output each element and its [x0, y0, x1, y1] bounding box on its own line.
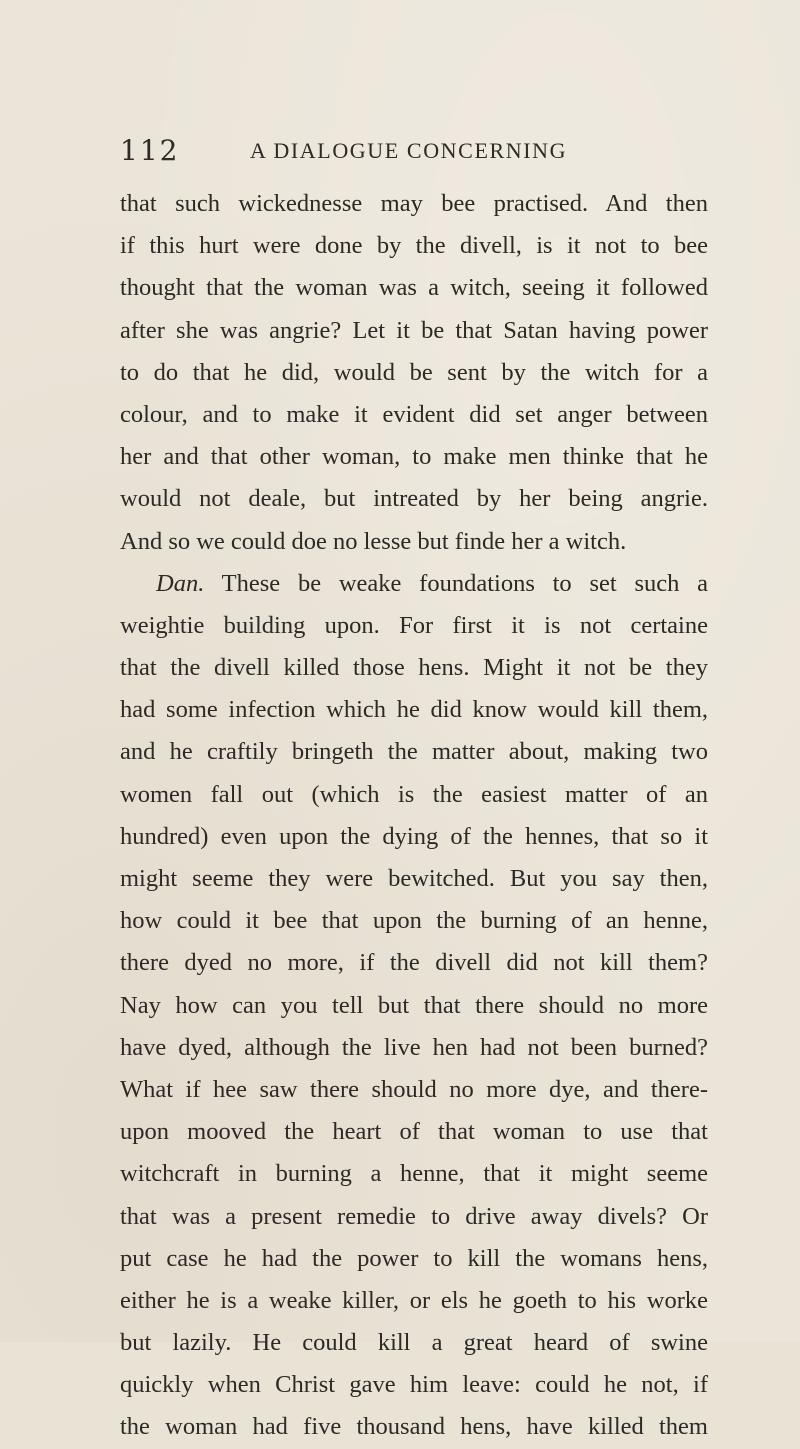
- page-header: [0, 134, 800, 174]
- running-head: A DIALOGUE CONCERNING: [250, 138, 568, 163]
- text-line: that the divell killed those hens. Might it not be they: [120, 654, 708, 682]
- text-line: might seeme they were bewitched. But you say then,: [120, 865, 708, 892]
- text-line: after she was angrie? Let it be that Satan having power: [120, 316, 708, 344]
- text-line: would not deale, but intreated by her being angrie.: [120, 485, 708, 513]
- text-line: women fall out (which is the easiest matter of an: [120, 780, 708, 808]
- text-line: have dyed, although the live hen had not been burned?: [120, 1033, 708, 1061]
- text-line: and he craftily bringeth the matter about, making two: [120, 738, 708, 766]
- text-line: thought that the woman was a witch, seeing it followed: [120, 274, 708, 302]
- text-line: had some infection which he did know would kill them,: [120, 696, 708, 724]
- text-line: hundred) even upon the dying of the hennes, that so it: [120, 822, 708, 850]
- text-line: witchcraft in burning a henne, that it might seeme: [120, 1160, 708, 1188]
- text-line: What if hee saw there should no more dye, and there-: [120, 1075, 708, 1103]
- text-line: the woman had five thousand hens, have killed them: [120, 1413, 708, 1441]
- speaker-label: Dan.: [156, 569, 205, 597]
- text-fragment: These be weake foundations to set such a: [221, 569, 708, 597]
- text-line: colour, and to make it evident did set anger between: [120, 400, 708, 428]
- text-line: if this hurt were done by the divell, is it not to bee: [120, 232, 708, 260]
- text-line: but lazily. He could kill a great heard of swine: [120, 1329, 708, 1357]
- speaker-line: [120, 563, 708, 605]
- text-line: put case he had the power to kill the womans hens,: [120, 1244, 708, 1272]
- text-line: that was a present remedie to drive away divels? Or: [120, 1202, 708, 1230]
- text-line: to do that he did, would be sent by the witch for a: [120, 358, 708, 386]
- body-text: [120, 183, 708, 1449]
- text-line: how could it bee that upon the burning of an henne,: [120, 907, 708, 935]
- text-line: And so we could doe no lesse but finde her a witch.: [120, 527, 627, 555]
- text-line: that such wickednesse may bee practised. And then: [120, 190, 708, 217]
- text-line: upon mooved the heart of that woman to use that: [120, 1118, 708, 1146]
- text-line: quickly when Christ gave him leave: could he not, if: [120, 1371, 708, 1399]
- text-line: either he is a weake killer, or els he goeth to his worke: [120, 1286, 708, 1314]
- page-number: 112: [120, 134, 180, 167]
- text-line: her and that other woman, to make men thinke that he: [120, 443, 708, 471]
- text-line: Nay how can you tell but that there should no more: [120, 991, 708, 1019]
- text-line: weightie building upon. For first it is not certaine: [120, 611, 708, 639]
- text-line: there dyed no more, if the divell did not kill them?: [120, 949, 708, 977]
